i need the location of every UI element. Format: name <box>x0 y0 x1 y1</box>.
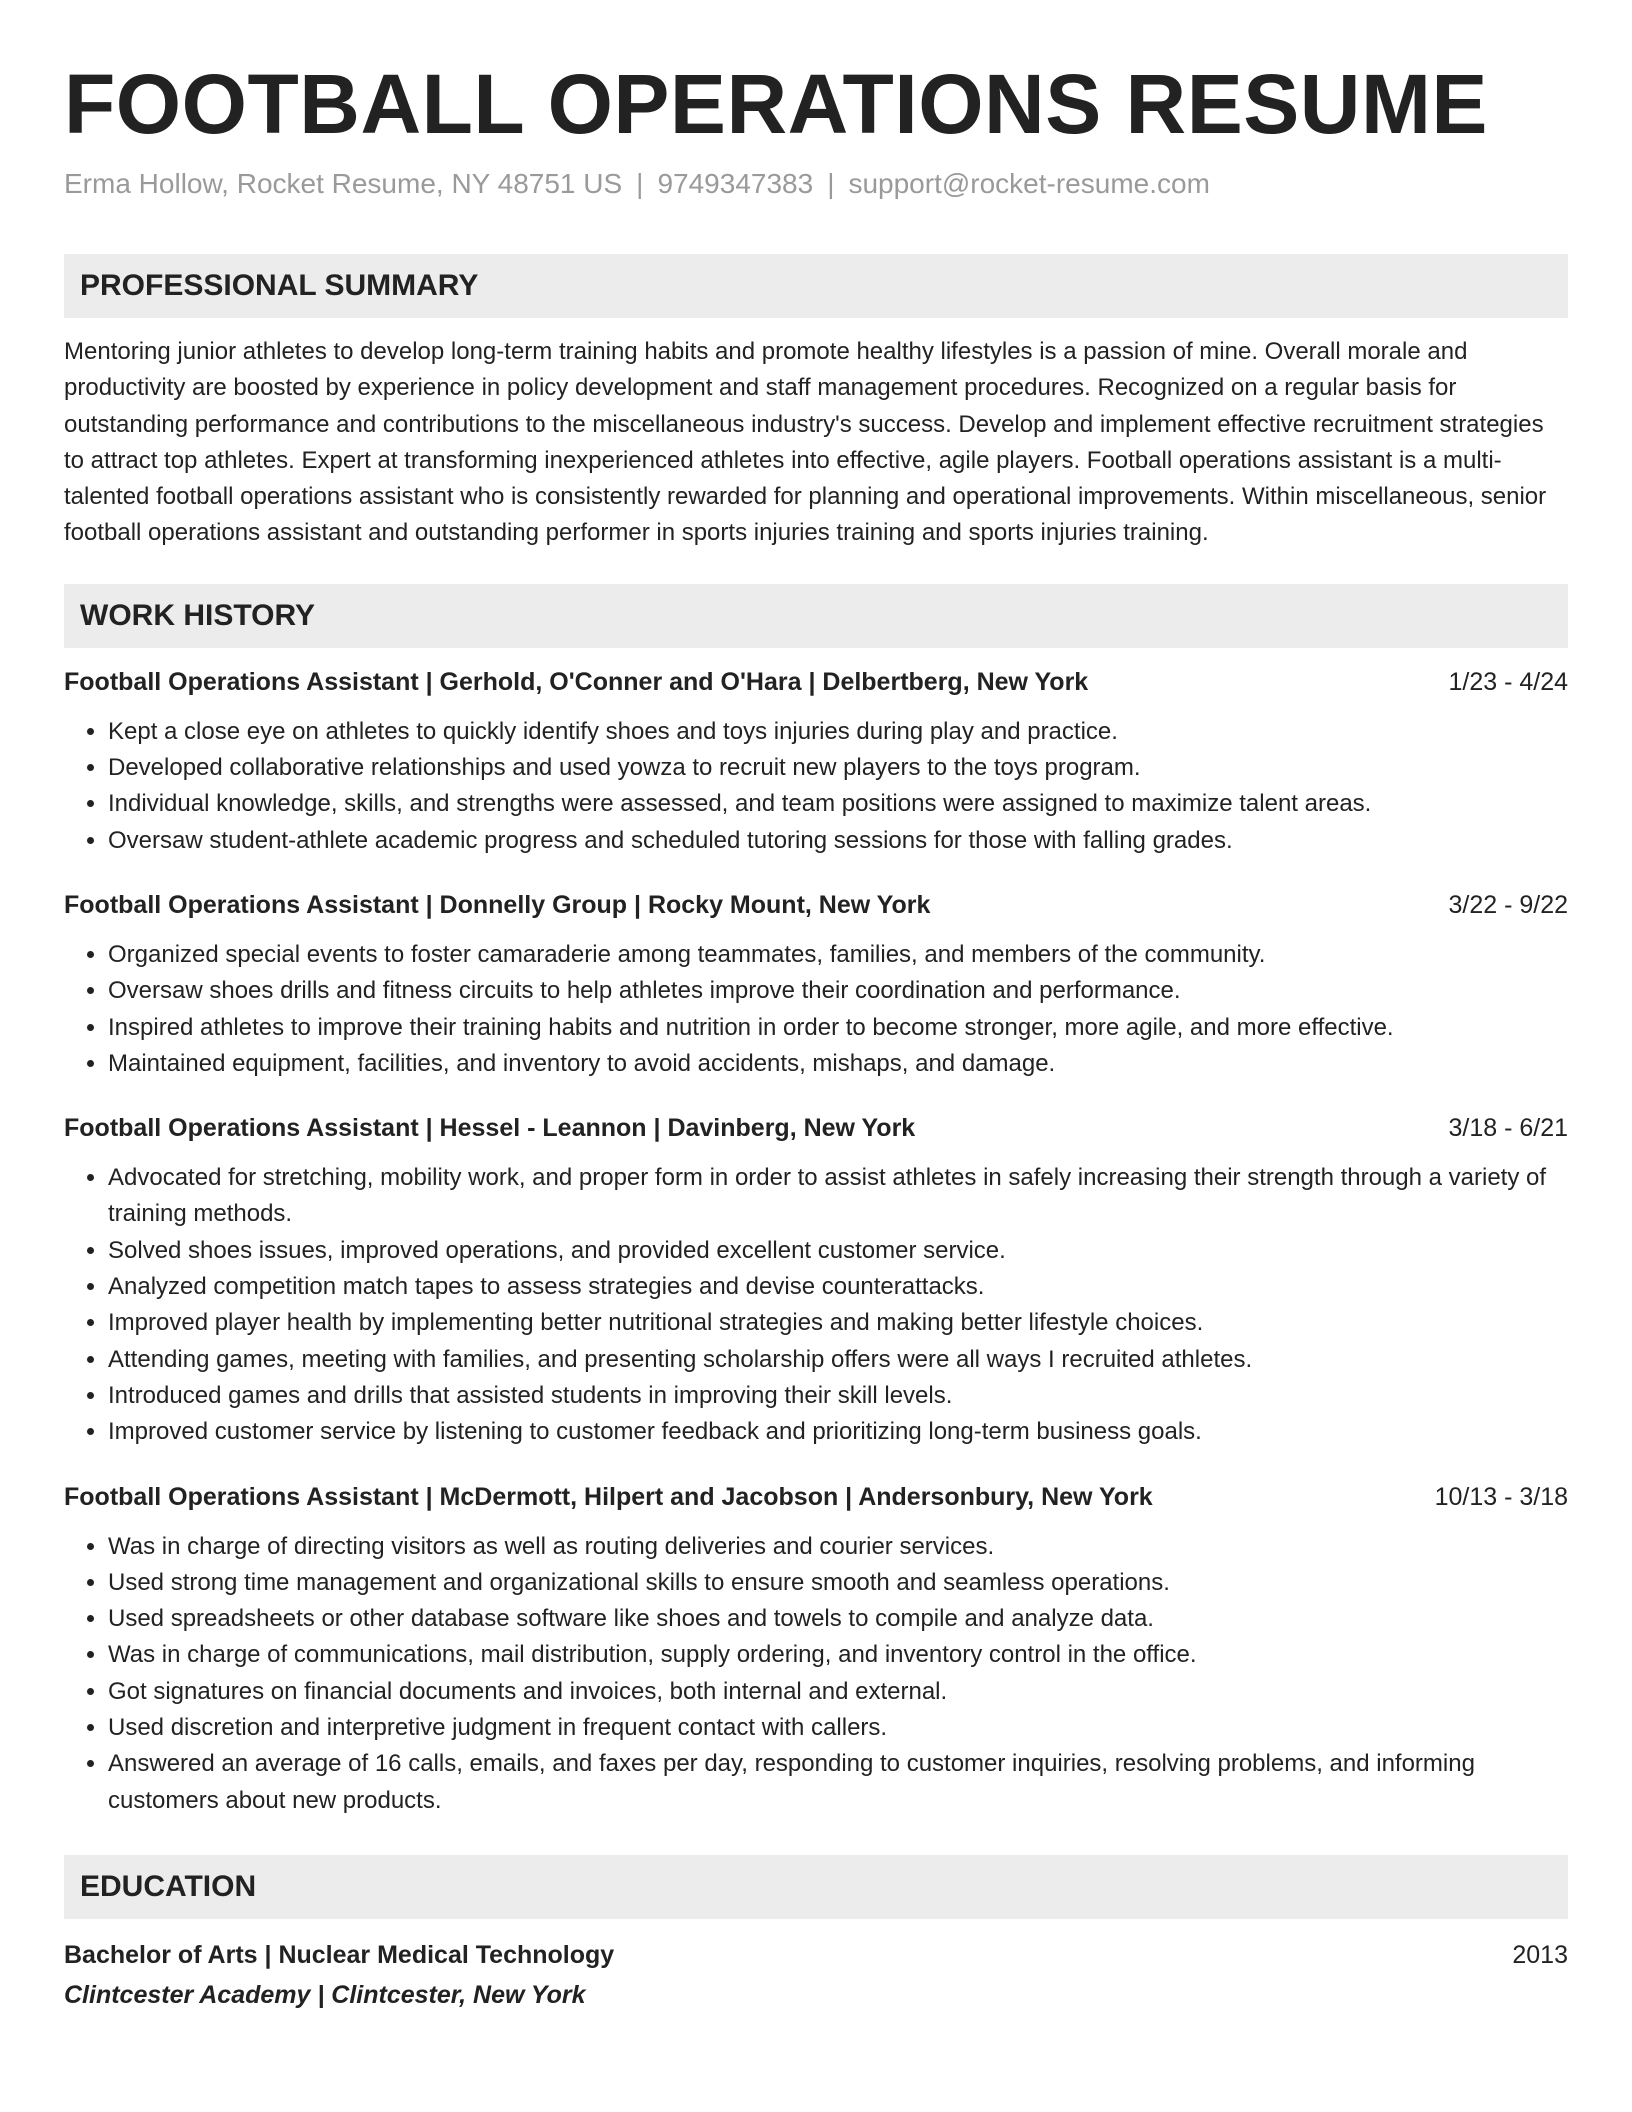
job-header <box>64 1110 1568 1146</box>
contact-separator: | <box>827 168 835 199</box>
job-bullet: • Oversaw student-athlete academic progress and scheduled tutoring sessions for those with falling grades. <box>108 823 1568 859</box>
job-dates: 3/18 - 6/21 <box>1448 1114 1568 1143</box>
job-bullet: • Developed collaborative relationships and used yowza to recruit new players to the toys program. <box>108 750 1568 786</box>
job-bullet: • Improved customer service by listening to customer feedback and prioritizing long-term business goals. <box>108 1414 1568 1450</box>
education-school: Clintcester Academy | Clintcester, New York <box>64 1980 586 2009</box>
job-bullet: • Was in charge of directing visitors as well as routing deliveries and courier services. <box>108 1529 1568 1565</box>
job-bullet: • Introduced games and drills that assisted students in improving their skill levels. <box>108 1378 1568 1414</box>
job-title: Football Operations Assistant | McDermott, Hilpert and Jacobson | Andersonbury, New York <box>64 1482 1153 1511</box>
job-bullets <box>64 1529 1568 1819</box>
contact-email: support@rocket-resume.com <box>848 168 1210 199</box>
job-entry <box>64 887 1568 1082</box>
job-bullet: • Improved player health by implementing better nutritional strategies and making better lifestyle choices. <box>108 1305 1568 1341</box>
job-bullet: • Analyzed competition match tapes to assess strategies and devise counterattacks. <box>108 1269 1568 1305</box>
summary-text: Mentoring junior athletes to develop long-term training habits and promote healthy lifestyles is a passion of mine. Overall morale and productivity are boosted by experience in policy development and staff management procedures. Recognized on a regular basis for outstanding performance and contributions to the miscellaneous industry's success. Develop and implement effective recruitment strategies to attract top athletes. Expert at transforming inexperienced athletes into effective, agile players. Football operations assistant is a multi-talented football operations assistant who is consistently rewarded for planning and operational improvements. Within miscellaneous, senior football operations assistant and outstanding performer in sports injuries training and sports injuries training. <box>64 338 1547 547</box>
job-bullet: • Used spreadsheets or other database software like shoes and towels to compile and analyze data. <box>108 1601 1568 1637</box>
job-bullet: • Solved shoes issues, improved operations, and provided excellent customer service. <box>108 1233 1568 1269</box>
job-dates: 3/22 - 9/22 <box>1448 890 1568 919</box>
job-bullet: • Advocated for stretching, mobility work, and proper form in order to assist athletes in safely increasing their strength through a variety of training methods. <box>108 1160 1568 1233</box>
work-history-list <box>64 664 1568 1819</box>
job-title: Football Operations Assistant | Hessel - Leannon | Davinberg, New York <box>64 1114 916 1143</box>
job-bullet: • Answered an average of 16 calls, emails, and faxes per day, responding to customer inquiries, resolving problems, and informing customers about new products. <box>108 1746 1568 1819</box>
job-bullet: • Oversaw shoes drills and fitness circuits to help athletes improve their coordination and performance. <box>108 973 1568 1009</box>
job-header <box>64 664 1568 700</box>
job-bullet: • Used strong time management and organizational skills to ensure smooth and seamless operations. <box>108 1565 1568 1601</box>
job-bullets <box>64 937 1568 1082</box>
job-bullet: • Used discretion and interpretive judgment in frequent contact with callers. <box>108 1710 1568 1746</box>
contact-line <box>64 166 1568 202</box>
job-entry <box>64 664 1568 859</box>
job-bullet: • Maintained equipment, facilities, and inventory to avoid accidents, mishaps, and damage. <box>108 1046 1568 1082</box>
job-title: Football Operations Assistant | Donnelly Group | Rocky Mount, New York <box>64 890 931 919</box>
job-title: Football Operations Assistant | Gerhold, O'Conner and O'Hara | Delbertberg, New York <box>64 667 1089 696</box>
job-entry <box>64 1110 1568 1450</box>
education-year: 2013 <box>1512 1940 1568 1969</box>
job-bullet: • Got signatures on financial documents and invoices, both internal and external. <box>108 1674 1568 1710</box>
job-dates: 1/23 - 4/24 <box>1448 667 1568 696</box>
section-heading-summary: PROFESSIONAL SUMMARY <box>64 254 1568 318</box>
section-heading-education: EDUCATION <box>64 1855 1568 1919</box>
job-bullets <box>64 714 1568 859</box>
job-bullet: • Inspired athletes to improve their training habits and nutrition in order to become stronger, more agile, and more effective. <box>108 1010 1568 1046</box>
education-degree: Bachelor of Arts | Nuclear Medical Technology <box>64 1940 615 1969</box>
section-heading-work-history: WORK HISTORY <box>64 584 1568 648</box>
contact-phone: 9749347383 <box>657 168 814 199</box>
resume-title: FOOTBALL OPERATIONS RESUME <box>64 57 1488 151</box>
job-bullet: • Attending games, meeting with families, and presenting scholarship offers were all ways I recruited athletes. <box>108 1342 1568 1378</box>
job-bullet: • Organized special events to foster camaraderie among teammates, families, and members of the community. <box>108 937 1568 973</box>
job-bullet: • Was in charge of communications, mail distribution, supply ordering, and inventory control in the office. <box>108 1637 1568 1673</box>
contact-address: Erma Hollow, Rocket Resume, NY 48751 US <box>64 168 623 199</box>
job-header <box>64 887 1568 923</box>
job-bullet: • Individual knowledge, skills, and strengths were assessed, and team positions were assigned to maximize talent areas. <box>108 786 1568 822</box>
job-header <box>64 1479 1568 1515</box>
job-bullets <box>64 1160 1568 1450</box>
education-entry <box>64 1935 1568 1975</box>
job-dates: 10/13 - 3/18 <box>1434 1482 1568 1511</box>
contact-separator: | <box>636 168 644 199</box>
job-entry <box>64 1479 1568 1819</box>
job-bullet: • Kept a close eye on athletes to quickly identify shoes and toys injuries during play and practice. <box>108 714 1568 750</box>
